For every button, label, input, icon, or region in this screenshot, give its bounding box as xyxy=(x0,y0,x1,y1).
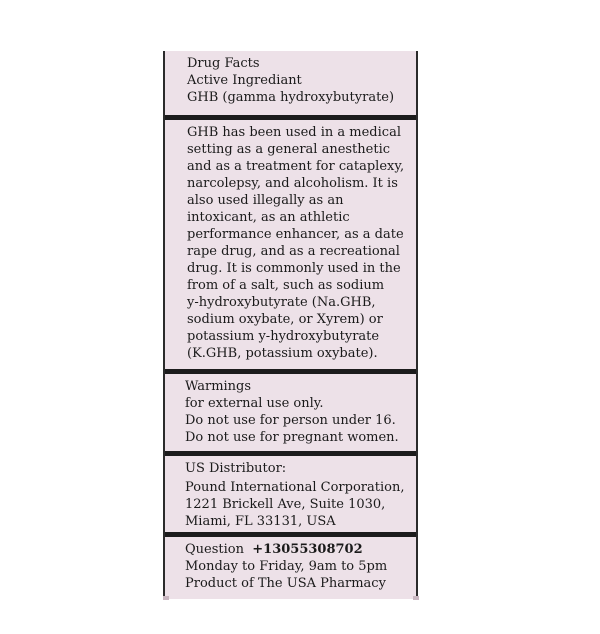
section-divider xyxy=(165,532,416,537)
description-line: (K.GHB, potassium oxybate). xyxy=(187,346,378,361)
section-divider xyxy=(165,451,416,456)
warning-line: for external use only. xyxy=(185,396,324,411)
description-line: also used illegally as an xyxy=(187,193,344,208)
description-line: narcolepsy, and alcoholism. It is xyxy=(187,176,398,191)
description-line: setting as a general anesthetic xyxy=(187,142,391,157)
warning-line: Do not use for person under 16. xyxy=(185,413,396,428)
description-line: rape drug, and as a recreational xyxy=(187,244,400,259)
description-line: y-hydroxybutyrate (Na.GHB, xyxy=(187,295,376,310)
distributor-line: 1221 Brickell Ave, Suite 1030, xyxy=(185,497,386,512)
header-section xyxy=(165,55,416,106)
warnings-heading: Warmings xyxy=(185,379,252,394)
description-line: intoxicant, as an athletic xyxy=(187,210,350,225)
distributor-line: Miami, FL 33131, USA xyxy=(185,514,336,529)
description-line: and as a treatment for cataplexy, xyxy=(187,159,405,174)
origin-line: Product of The USA Pharmacy xyxy=(185,576,386,591)
active-ingredient-name: GHB (gamma hydroxybutyrate) xyxy=(187,90,395,105)
label-corner-mark xyxy=(413,596,419,600)
drug-facts-label xyxy=(163,51,418,599)
description-line: from of a salt, such as sodium xyxy=(187,278,385,293)
description-line: GHB has been used in a medical xyxy=(187,125,401,140)
warning-line: Do not use for pregnant women. xyxy=(185,430,399,445)
description-line: potassium y-hydroxybutyrate xyxy=(187,329,380,344)
question-label: Question xyxy=(185,542,244,557)
question-line xyxy=(185,541,410,558)
description-line: performance enhancer, as a date xyxy=(187,227,404,242)
distributor-line: Pound International Corporation, xyxy=(185,480,405,495)
phone-number: +13055308702 xyxy=(252,542,363,557)
section-divider xyxy=(165,369,416,374)
contact-section xyxy=(165,541,416,592)
description-line: drug. It is commonly used in the xyxy=(187,261,401,276)
description-section xyxy=(165,124,416,362)
distributor-section xyxy=(165,460,416,530)
warnings-section xyxy=(165,378,416,446)
hours-line: Monday to Friday, 9am to 5pm xyxy=(185,559,388,574)
section-divider xyxy=(165,115,416,120)
active-ingredient-heading: Active Ingrediant xyxy=(187,73,302,88)
label-corner-mark xyxy=(163,596,169,600)
description-line: sodium oxybate, or Xyrem) or xyxy=(187,312,383,327)
distributor-heading: US Distributor: xyxy=(185,461,287,476)
label-title: Drug Facts xyxy=(187,56,260,71)
